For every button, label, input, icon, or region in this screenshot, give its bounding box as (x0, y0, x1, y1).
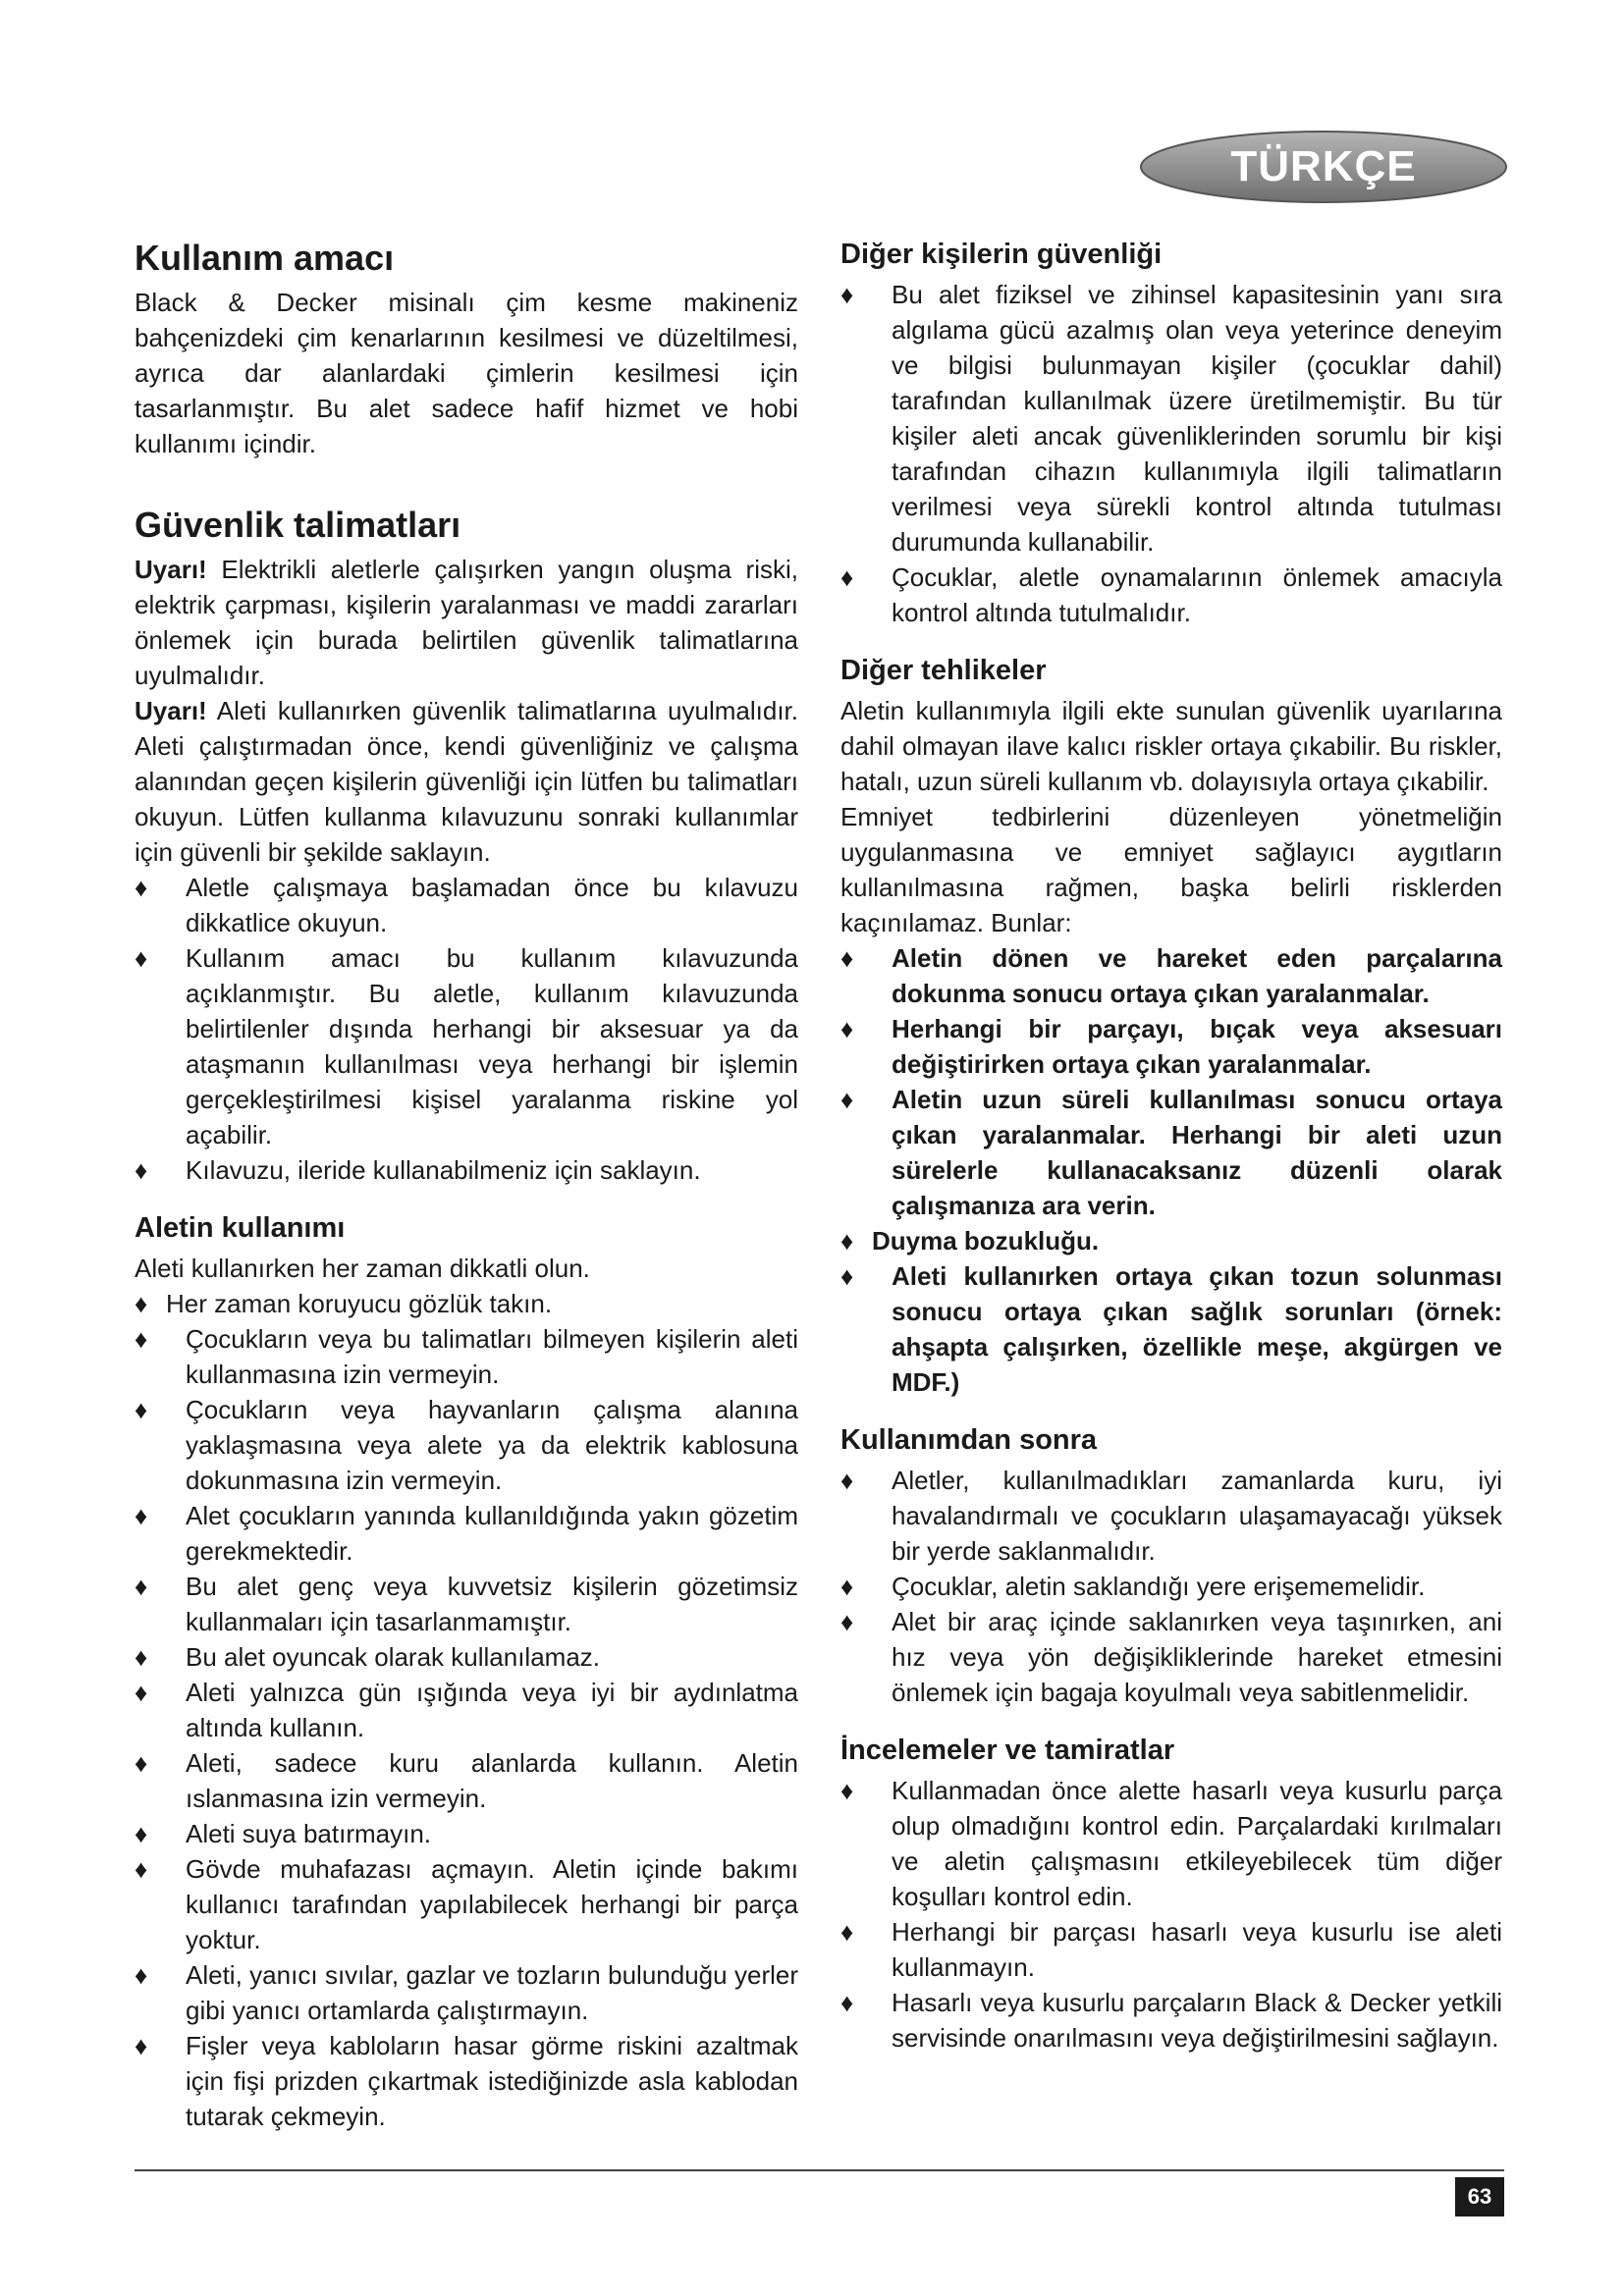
list-item: ♦ Duyma bozukluğu. (840, 1223, 1502, 1258)
after-use-title: Kullanımdan sonra (840, 1424, 1098, 1456)
others-safety-list (840, 277, 1502, 630)
bullet-icon: ♦ (840, 1988, 854, 2017)
list-item: ♦ Alet çocukların yanında kullanıldığında yakın gözetim gerekmektedir. (135, 1498, 798, 1569)
bullet-icon: ♦ (840, 1917, 854, 1947)
list-item: ♦ Kılavuzu, ileride kullanabilmeniz için saklayın. (135, 1152, 798, 1188)
list-item: ♦ Aleti, sadece kuru alanlarda kullanın. Aletin ıslanmasına izin vermeyin. (135, 1745, 798, 1816)
list-item: ♦ Aleti, yanıcı sıvılar, gazlar ve tozların bulunduğu yerler gibi yanıcı ortamlarda çalıştırmayın. (135, 1957, 798, 2028)
page-number: 63 (1455, 2177, 1504, 2216)
warning-label: Uyarı! (135, 555, 207, 584)
footer-divider (135, 2169, 1504, 2171)
language-badge (1139, 130, 1508, 204)
bullet-icon: ♦ (135, 1819, 148, 1848)
list-item: ♦ Hasarlı veya kusurlu parçaların Black & Decker yetkili servisinde onarılmasını veya değiştirilmesini sağlayın. (840, 1985, 1502, 2056)
other-hazards-text-1: Aletin kullanımıyla ilgili ekte sunulan güvenlik uyarılarına dahil olmayan ilave kalıcı riskler ortaya çıkabilir. Bu riskler, hatalı, uzun süreli kullanım vb. dolayısıyla ortaya çıkabilir. (840, 696, 1502, 796)
safety-list (135, 870, 798, 1188)
list-item: ♦ Aletler, kullanılmadıkları zamanlarda kuru, iyi havalandırmalı ve çocukların ulaşamayacağı yüksek bir yerde saklanmalıdır. (840, 1463, 1502, 1569)
list-item: ♦ Her zaman koruyucu gözlük takın. (135, 1286, 798, 1321)
list-item: ♦ Bu alet genç veya kuvvetsiz kişilerin gözetimsiz kullanmaları için tasarlanmamıştır. (135, 1569, 798, 1639)
language-label: TÜRKÇE (1230, 142, 1417, 190)
tool-use-intro: Aleti kullanırken her zaman dikkatli olun. (135, 1254, 590, 1283)
list-item: ♦ Aleti suya batırmayın. (135, 1816, 798, 1851)
bullet-icon: ♦ (840, 1607, 854, 1636)
list-item: ♦ Gövde muhafazası açmayın. Aletin içinde bakımı kullanıcı tarafından yapılabilecek herhangi bir parça yoktur. (135, 1851, 798, 1957)
list-item: ♦ Çocukların veya hayvanların çalışma alanına yaklaşmasına veya alete ya da elektrik kablosuna dokunmasına izin vermeyin. (135, 1392, 798, 1498)
right-column (840, 236, 1502, 2056)
other-hazards-list (840, 940, 1502, 1400)
intended-use-text: Black & Decker misinalı çim kesme makineniz bahçenizdeki çim kenarlarının kesilmesi ve düzeltilmesi, ayrıca dar alanlardaki çimlerin kesilmesi için tasarlanmıştır. Bu alet sadece hafif hizmet ve hobi kullanımı içindir. (135, 288, 798, 458)
bullet-icon: ♦ (135, 1572, 148, 1601)
inspections-list (840, 1773, 1502, 2056)
list-item: ♦ Çocuklar, aletin saklandığı yere erişememelidir. (840, 1569, 1502, 1604)
list-item: ♦ Alet bir araç içinde saklanırken veya taşınırken, ani hız veya yön değişikliklerinde hareket etmesini önlemek için bagaja koyulmalı veya sabitlenmelidir. (840, 1604, 1502, 1710)
bullet-icon: ♦ (135, 1960, 148, 1990)
list-item: ♦ Kullanım amacı bu kullanım kılavuzunda açıklanmıştır. Bu aletle, kullanım kılavuzunda belirtilenler dışında herhangi bir aksesuar ya da ataşmanın kullanılması veya herhangi bir işlemin gerçekleştirilmesi kişisel yaralanma riskine yol açabilir. (135, 940, 798, 1152)
bullet-icon: ♦ (135, 2031, 148, 2060)
bullet-icon: ♦ (840, 1085, 854, 1114)
intended-use-title: Kullanım amacı (135, 238, 395, 278)
bullet-icon: ♦ (135, 1854, 148, 1884)
tool-use-list (135, 1286, 798, 2134)
warning-text: Aleti kullanırken güvenlik talimatlarına uyulmalıdır. Aleti çalıştırmadan önce, kendi güvenliğiniz ve çalışma alanından geçen kişilerin güvenliği için lütfen bu talimatları okuyun. Lütfen kullanma kılavuzunu sonraki kullanımlar için güvenli bir şekilde saklayın. (135, 696, 798, 867)
safety-warning-2 (135, 693, 798, 870)
bullet-icon: ♦ (840, 1466, 854, 1495)
bullet-icon: ♦ (135, 1289, 148, 1318)
left-column (135, 236, 798, 2134)
bullet-icon: ♦ (135, 1155, 148, 1185)
bullet-icon: ♦ (840, 943, 854, 973)
list-item: ♦ Çocukların veya bu talimatları bilmeyen kişilerin aleti kullanmasına izin vermeyin. (135, 1321, 798, 1392)
bullet-icon: ♦ (135, 1501, 148, 1530)
bullet-icon: ♦ (135, 873, 148, 902)
bullet-icon: ♦ (840, 1014, 854, 1043)
bullet-icon: ♦ (135, 1642, 148, 1672)
bullet-icon: ♦ (135, 1748, 148, 1778)
other-hazards-title: Diğer tehlikeler (840, 655, 1047, 686)
list-item: ♦ Bu alet oyuncak olarak kullanılamaz. (135, 1639, 798, 1675)
warning-label: Uyarı! (135, 696, 207, 725)
list-item: ♦ Aleti yalnızca gün ışığında veya iyi bir aydınlatma altında kullanın. (135, 1675, 798, 1745)
list-item: ♦ Aletin uzun süreli kullanılması sonucu ortaya çıkan yaralanmalar. Herhangi bir aleti uzun sürelerle kullanacaksanız düzenli olarak çalışmanıza ara verin. (840, 1082, 1502, 1223)
after-use-list (840, 1463, 1502, 1710)
bullet-icon: ♦ (840, 280, 854, 309)
bullet-icon: ♦ (840, 1572, 854, 1601)
warning-text: Elektrikli aletlerle çalışırken yangın oluşma riski, elektrik çarpması, kişilerin yaralanması ve maddi zararları önlemek için burada belirtilen güvenlik talimatlarına uyulmalıdır. (135, 555, 798, 690)
inspections-title: İncelemeler ve tamiratlar (840, 1735, 1175, 1766)
other-hazards-text-2: Emniyet tedbirlerini düzenleyen yönetmeliğin uygulanmasına ve emniyet sağlayıcı aygıtların kullanılmasına rağmen, başka belirli risklerden kaçınılamaz. Bunlar: (840, 802, 1502, 937)
list-item: ♦ Aletle çalışmaya başlamadan önce bu kılavuzu dikkatlice okuyun. (135, 870, 798, 940)
list-item: ♦ Herhangi bir parçası hasarlı veya kusurlu ise aleti kullanmayın. (840, 1914, 1502, 1985)
list-item: ♦ Fişler veya kabloların hasar görme riskini azaltmak için fişi prizden çıkartmak istediğinizde asla kablodan tutarak çekmeyin. (135, 2028, 798, 2134)
bullet-icon: ♦ (840, 1261, 854, 1291)
bullet-icon: ♦ (135, 1395, 148, 1424)
bullet-icon: ♦ (135, 943, 148, 973)
list-item: ♦ Herhangi bir parçayı, bıçak veya aksesuarı değiştirirken ortaya çıkan yaralanmalar. (840, 1011, 1502, 1082)
bullet-icon: ♦ (135, 1678, 148, 1707)
others-safety-title: Diğer kişilerin güvenliği (840, 239, 1163, 270)
safety-warning-1 (135, 552, 798, 693)
list-item: ♦ Çocuklar, aletle oynamalarının önlemek amacıyla kontrol altında tutulmalıdır. (840, 560, 1502, 630)
list-item: ♦ Bu alet fiziksel ve zihinsel kapasitesinin yanı sıra algılama gücü azalmış olan veya yeterince deneyim ve bilgisi bulunmayan kişiler (çocuklar dahil) tarafından kullanılmak üzere üretilmemiştir. Bu tür kişiler aleti ancak güvenliklerinden sorumlu bir kişi tarafından cihazın kullanımıyla ilgili talimatların verilmesi veya sürekli kontrol altında tutulması durumunda kullanabilir. (840, 277, 1502, 560)
bullet-icon: ♦ (135, 1324, 148, 1354)
list-item: ♦ Kullanmadan önce alette hasarlı veya kusurlu parça olup olmadığını kontrol edin. Parçalardaki kırılmaları ve aletin çalışmasını etkileyebilecek tüm diğer koşulları kontrol edin. (840, 1773, 1502, 1914)
list-item: ♦ Aleti kullanırken ortaya çıkan tozun solunması sonucu ortaya çıkan sağlık sorunları (örnek: ahşapta çalışırken, özellikle meşe, akgürgen ve MDF.) (840, 1258, 1502, 1400)
safety-title: Güvenlik talimatları (135, 505, 461, 545)
bullet-icon: ♦ (840, 562, 854, 592)
bullet-icon: ♦ (840, 1776, 854, 1805)
tool-use-title: Aletin kullanımı (135, 1212, 346, 1244)
list-item: ♦ Aletin dönen ve hareket eden parçalarına dokunma sonucu ortaya çıkan yaralanmalar. (840, 940, 1502, 1011)
bullet-icon: ♦ (840, 1226, 854, 1255)
